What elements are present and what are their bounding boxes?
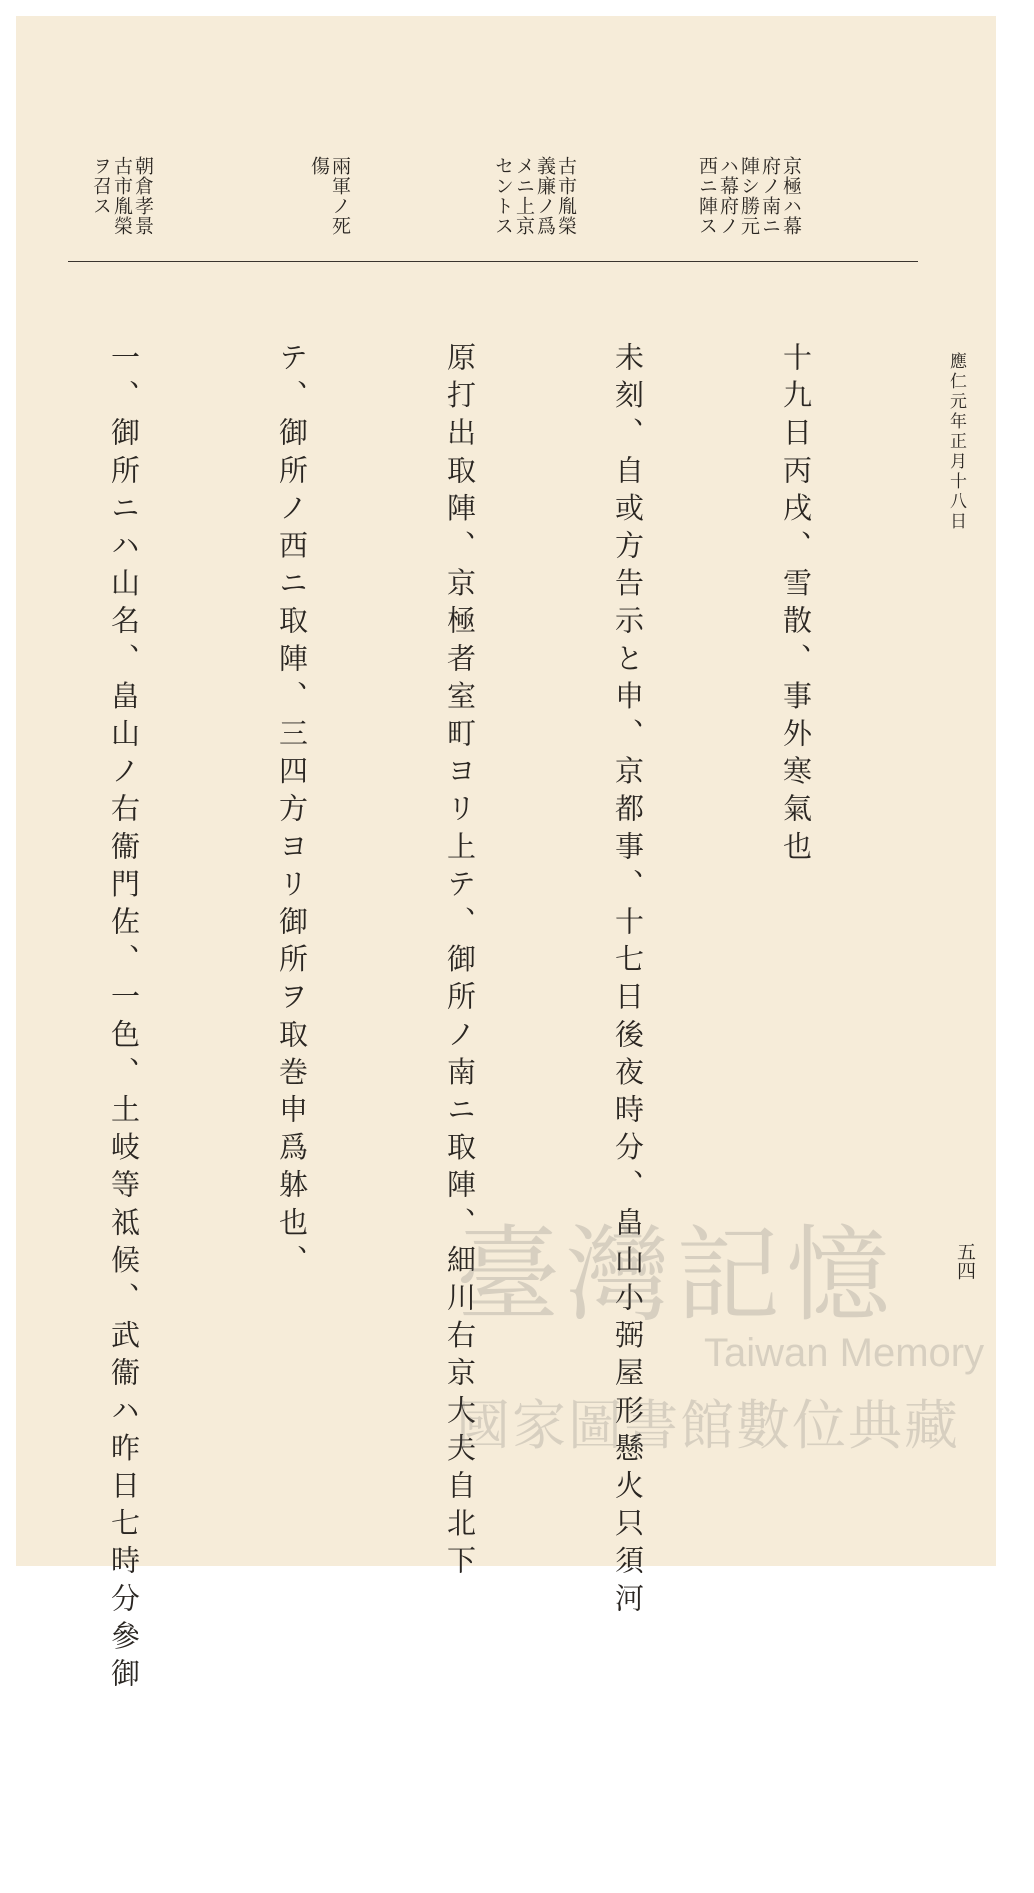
watermark-subtitle: 國家圖書館數位典藏 (456, 1396, 960, 1456)
watermark-english: Taiwan Memory (704, 1331, 985, 1375)
text-line: 未刻、自或方告示と申、京都事、十七日後夜時分、畠山小弼屋形懸火只須河 (611, 342, 645, 1621)
marginal-note: 京極ハ幕 府ノ南ニ 陣シ勝元 ハ幕府ノ 西ニ陣ス (696, 156, 802, 236)
text-line: 原打出取陣、京極者室町ヨリ上テ、御所ノ南ニ取陣、細川右京大夫自北下 (443, 342, 477, 1583)
page-number: 五四 (954, 1242, 976, 1280)
divider-rule (68, 261, 918, 262)
watermark-title: 臺灣記憶 (456, 1214, 897, 1336)
body-text (76, 342, 936, 1893)
running-title: 應仁元年正月十八日 (946, 352, 966, 532)
text-line: テ、御所ノ西ニ取陣、三四方ヨリ御所ヲ取巻申爲躰也、 (275, 342, 309, 1282)
marginal-note: 兩軍ノ死 傷 (308, 156, 351, 236)
marginal-note: 朝倉孝景 古市胤榮 ヲ召ス (90, 156, 154, 236)
marginal-note: 古市胤榮 義廉ノ爲 メニ上京 セントス (492, 156, 577, 236)
watermark (456, 1191, 985, 1461)
document-page (16, 16, 996, 1696)
text-line: 十九日丙戌、雪散、事外寒氣也 (779, 342, 813, 869)
text-line: 一、御所ニハ山名、畠山ノ右衞門佐、一色、土岐等祗候、武衞ハ昨日七時分參御 (107, 342, 141, 1696)
